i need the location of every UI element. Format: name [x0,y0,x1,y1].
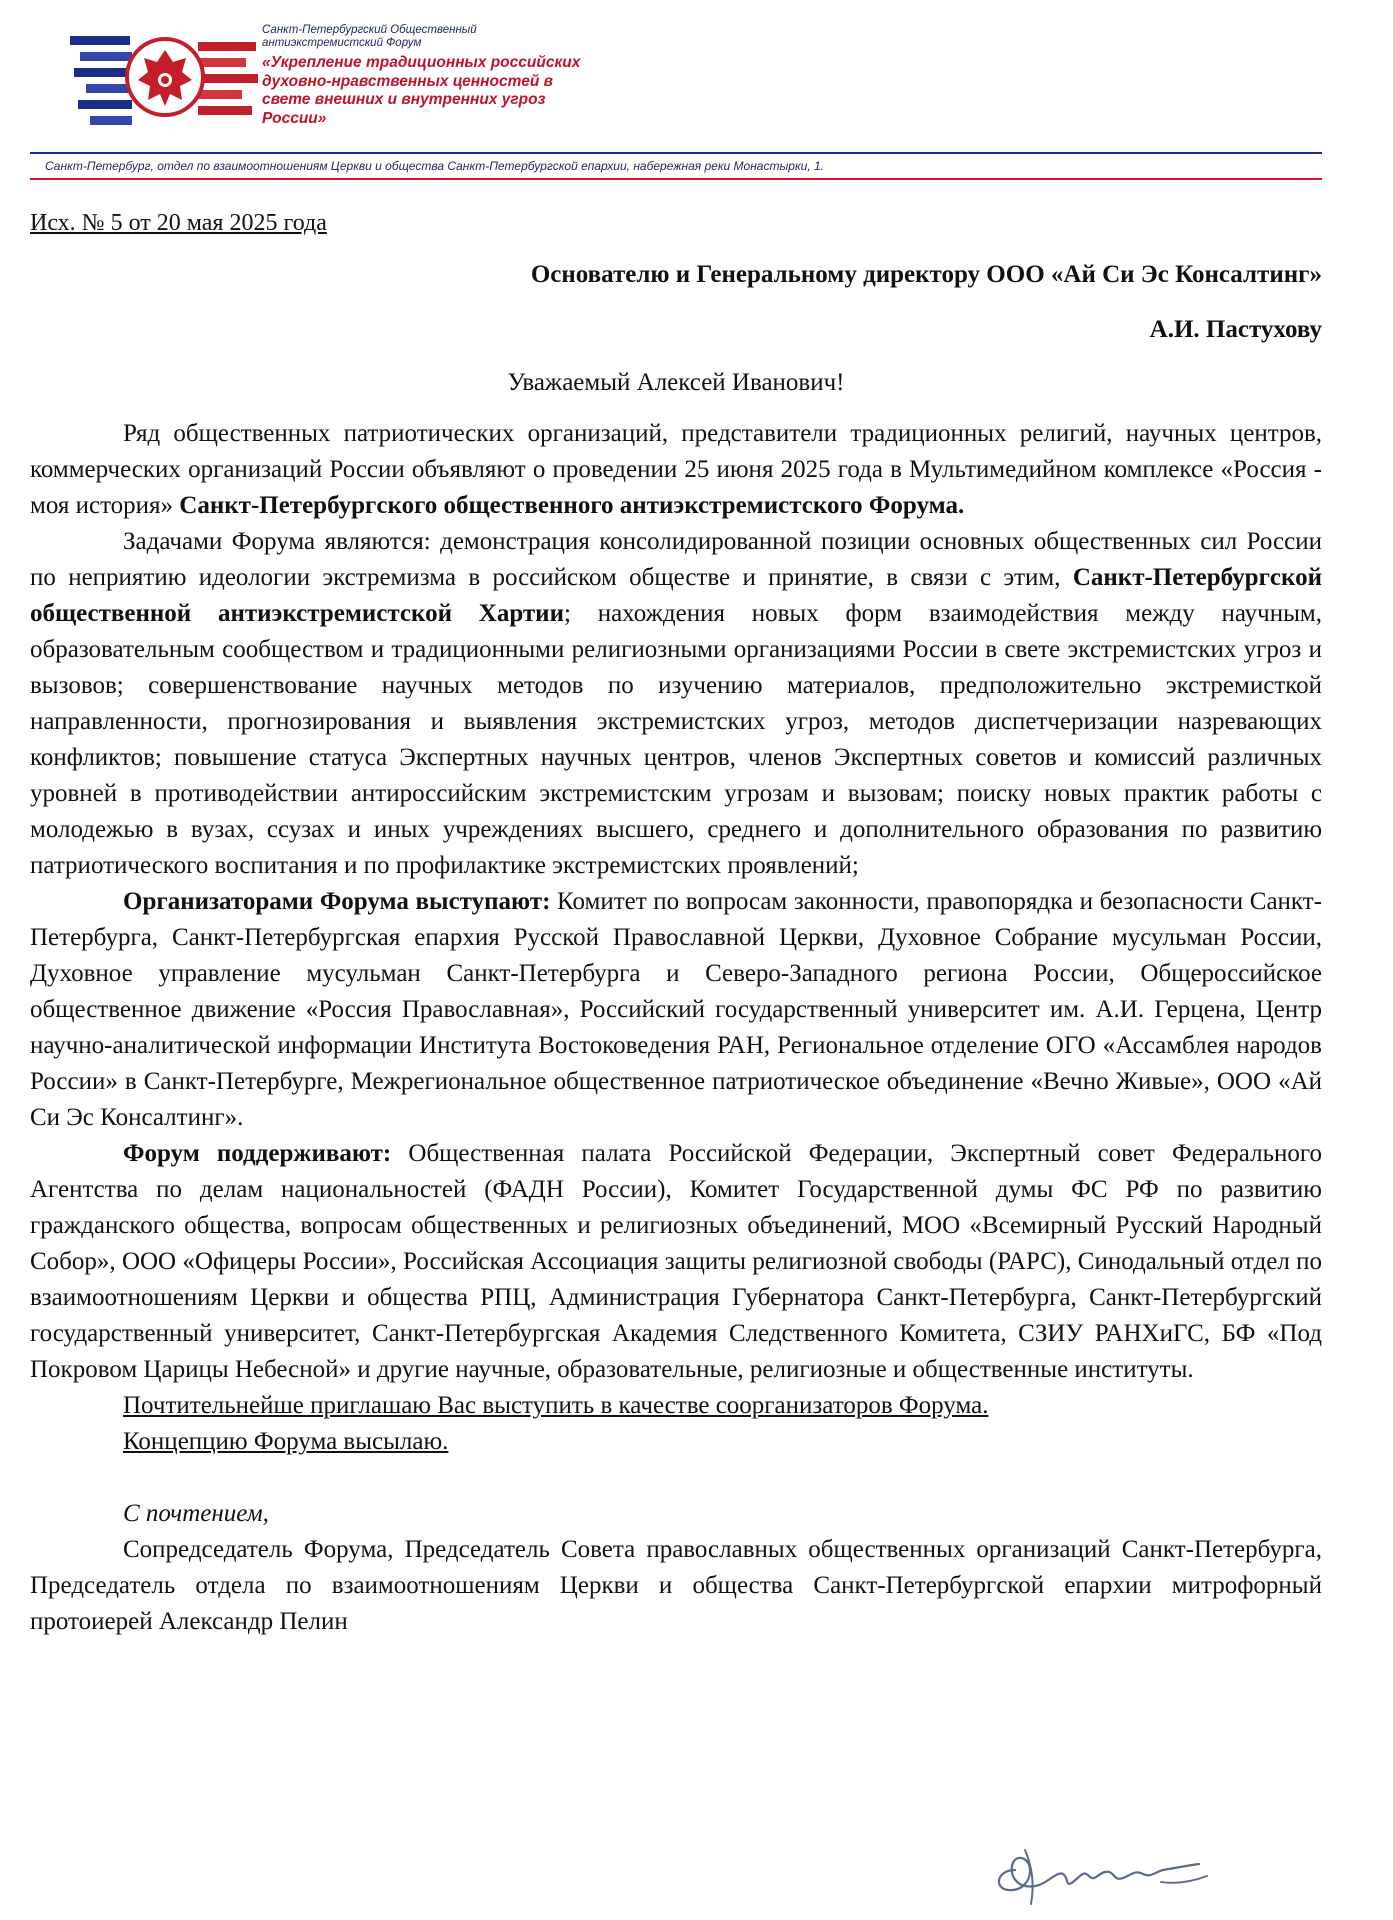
paragraph-announcement-text: Ряд общественных патриотических организаций, представители традиционных религий, научных центров, коммерческих организаций России объявляют о проведении 25 июня 2025 года в Мультимедийном комплексе «Россия - моя история» [30,420,1322,519]
invitation-text: Почтительнейше приглашаю Вас выступить в качестве соорганизаторов Форума. [123,1392,989,1419]
outgoing-reference: Исх. № 5 от 20 мая 2025 года [30,210,327,236]
header-rule-red [30,178,1322,180]
organizers-heading: Организаторами Форума выступают: [123,888,551,915]
paragraph-organizers [30,884,1322,1136]
concept-line [30,1424,1322,1460]
paragraph-tasks-rest: ; нахождения новых форм взаимодействия между научным, образовательным сообществом и традиционными религиозными организациями России в свете экстремистских угроз и вызовов; совершенствование научных методов по изучению материалов, предположительно экстремисткой направленности, прогнозирования и выявления экстремистских угроз, методов диспетчеризации назревающих конфликтов; повышение статуса Экспертных научных центров, членов Экспертных советов и комиссий различных уровней в противодействии антироссийским экстремистским угрозам и вызовам; поиску новых практик работы с молодежью в вузах, ссузах и иных учреждениях высшего, среднего и дополнительного образования по развитию патриотического воспитания и по профилактике экстремистских проявлений; [30,600,1322,879]
forum-logo-emblem-icon [70,22,260,137]
concept-text: Концепцию Форума высылаю. [123,1428,449,1455]
paragraph-tasks [30,524,1322,884]
addressee-name: А.И. Пастухову [1149,316,1322,343]
letter-body [30,208,1322,1640]
forum-title: «Укрепление традиционных российских духовно-нравственных ценностей в свете внешних и внутренних угроз России» [262,54,581,127]
addressee-position: Основателю и Генеральному директору ООО «Ай Си Эс Консалтинг» [530,261,1322,288]
forum-name-bold: Санкт-Петербургского общественного антиэкстремистского Форума. [179,492,965,519]
org-name-small: Санкт-Петербургский Общественный антиэкстремистский Форум [262,24,477,49]
supporters-list: Общественная палата Российской Федерации, Экспертный совет Федерального Агентства по делам национальностей (ФАДН России), Комитет Государственной думы ФС РФ по развитию гражданского общества, вопросам общественных и религиозных объединений, МОО «Всемирный Русский Народный Собор», ООО «Офицеры России», Российская Ассоциация защиты религиозной свободы (РАРС), Синодальный отдел по взаимоотношениям Церкви и общества РПЦ, Администрация Губернатора Санкт-Петербурга, Санкт-Петербургский государственный университет, Санкт-Петербургская Академия Следственного Комитета, СЗИУ РАНХиГС, БФ «Под Покровом Царицы Небесной» и другие научные, образовательные, религиозные и общественные институты. [30,1140,1323,1383]
letterhead-address: Санкт-Петербург, отдел по взаимоотношениям Церкви и общества Санкт-Петербургской епархии, набережная реки Монастырки, 1. [45,159,824,173]
supporters-heading: Форум поддерживают: [123,1140,392,1167]
greeting: Уважаемый Алексей Иванович! [507,369,845,396]
closing-respect: С почтением, [123,1500,269,1527]
paragraph-announcement [30,416,1322,524]
paragraph-tasks-intro: Задачами Форума являются: демонстрация консолидированной позиции основных общественных сил России по неприятию идеологии экстремизма в российском обществе и принятие, в связи с этим, [30,528,1322,591]
header-rule-blue [30,152,1322,154]
paragraph-supporters [30,1136,1322,1388]
charter-name-bold: Санкт-Петербургской общественной антиэкстремистской Хартии [30,564,1322,627]
letterhead [0,0,1393,190]
organizers-list: Комитет по вопросам законности, правопорядка и безопасности Санкт-Петербурга, Санкт-Петербургская епархия Русской Православной Церкви, Духовное Собрание мусульман России, Духовное управление мусульман Санкт-Петербурга и Северо-Западного региона России, Общероссийское общественное движение «Россия Православная», Российский государственный университет им. А.И. Герцена, Центр научно-аналитической информации Института Востоковедения РАН, Региональное отделение ОГО «Ассамблея народов России» в Санкт-Петербурге, Межрегиональное общественное патриотическое объединение «Вечно Живые», ООО «Ай Си Эс Консалтинг». [30,888,1322,1131]
invitation-line [30,1388,1322,1424]
handwritten-signature [985,1830,1225,1910]
signatory-block: Сопредседатель Форума, Председатель Совета православных общественных организаций Санкт-Петербурга, Председатель отдела по взаимоотношениям Церкви и общества Санкт-Петербургской епархии митрофорный протоиерей Александр Пелин [30,1536,1322,1635]
